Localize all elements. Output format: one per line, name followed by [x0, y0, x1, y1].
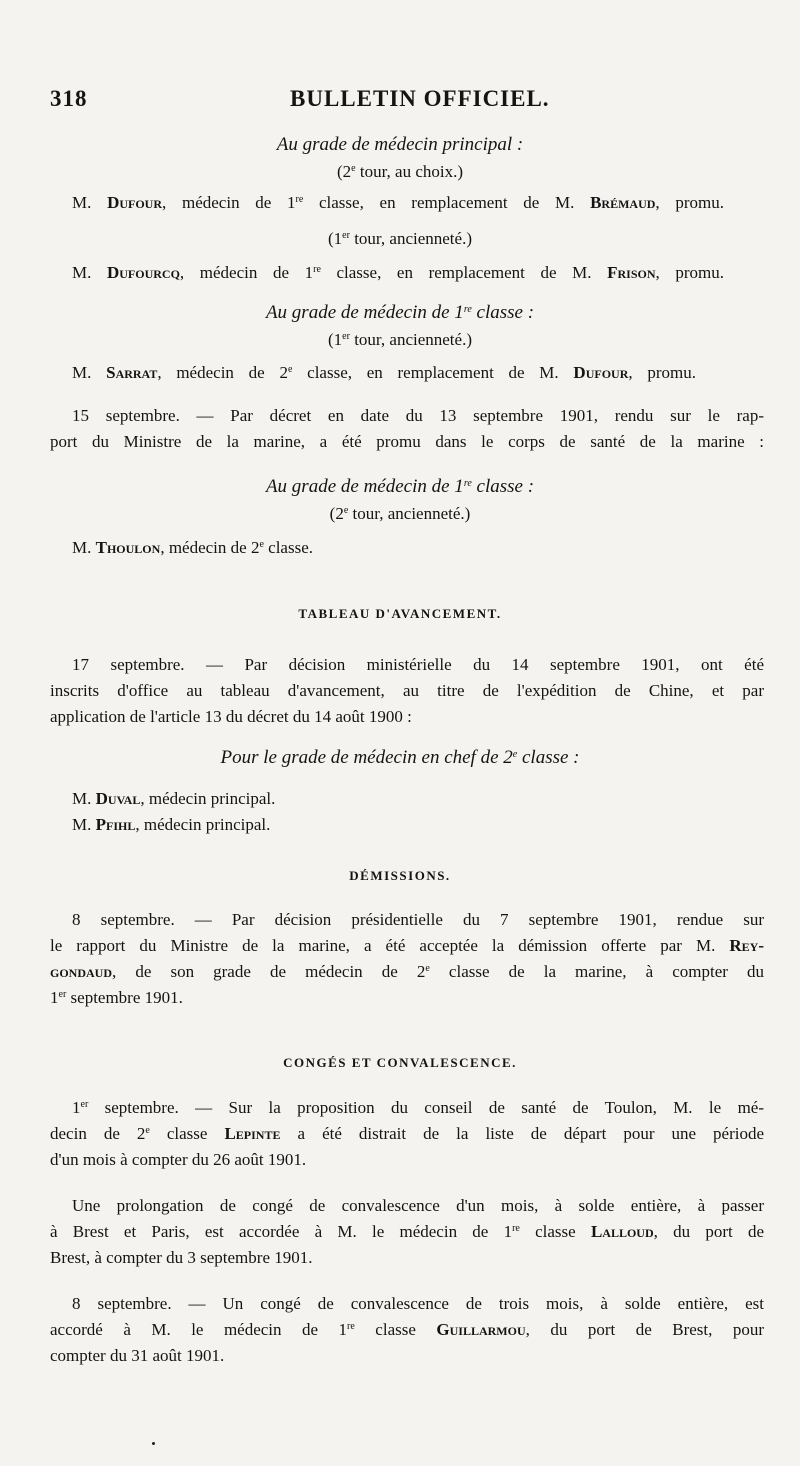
page-number: 318: [50, 86, 88, 111]
para-8-septembre-line3: gondaud, de son grade de médecin de 2e classe de la marine, à compter du: [50, 962, 764, 981]
para-8-septembre-line4: 1er septembre 1901.: [50, 988, 183, 1007]
para-17-septembre-line3: application de l'article 13 du décret du 14 août 1900 :: [50, 707, 412, 726]
para-1er-septembre-line3: d'un mois à compter du 26 août 1901.: [50, 1150, 307, 1169]
para-prolongation-line2: à Brest et Paris, est accordée à M. le médecin de 1re classe Lalloud, du port de: [50, 1222, 765, 1241]
para-15-septembre-line1: 15 septembre. — Par décret en date du 13 septembre 1901, rendu sur le rap-: [72, 406, 764, 425]
subheading-tour-anciennete-2: (1er tour, ancienneté.): [328, 330, 472, 349]
para-prolongation-line1: Une prolongation de congé de convalescence d'un mois, à solde entière, à passer: [72, 1196, 764, 1215]
para-8-septembre-conge-line2: accordé à M. le médecin de 1re classe Guillarmou, du port de Brest, pour: [50, 1320, 765, 1339]
ink-speck: [152, 1442, 155, 1445]
subheading-tour-anciennete-1: (1er tour, ancienneté.): [328, 229, 472, 248]
heading-medecin-en-chef: Pour le grade de médecin en chef de 2e classe :: [220, 747, 580, 768]
line-thoulon: M. Thoulon, médecin de 2e classe.: [72, 538, 313, 557]
heading-medecin-principal: Au grade de médecin principal :: [276, 134, 524, 155]
heading-medecin-1re-classe-2: Au grade de médecin de 1re classe :: [265, 476, 535, 497]
section-tableau-avancement: TABLEAU D'AVANCEMENT.: [298, 606, 502, 621]
line-sarrat: M. Sarrat, médecin de 2e classe, en remplacement de M. Dufour, promu.: [72, 363, 696, 382]
para-1er-septembre-line2: decin de 2e classe Lepinte a été distrait de la liste de départ pour une période: [50, 1124, 765, 1143]
para-prolongation-line3: Brest, à compter du 3 septembre 1901.: [50, 1248, 313, 1267]
para-8-septembre-conge-line3: compter du 31 août 1901.: [50, 1346, 225, 1365]
para-17-septembre-line1: 17 septembre. — Par décision ministérielle du 14 septembre 1901, ont été: [72, 655, 764, 674]
line-duval: M. Duval, médecin principal.: [72, 789, 276, 808]
para-8-septembre-conge-line1: 8 septembre. — Un congé de convalescence de trois mois, à solde entière, est: [72, 1294, 764, 1313]
para-8-septembre-line1: 8 septembre. — Par décision présidentielle du 7 septembre 1901, rendue sur: [72, 910, 764, 929]
para-1er-septembre-line1: 1er septembre. — Sur la proposition du conseil de santé de Toulon, M. le mé-: [72, 1098, 764, 1117]
subheading-tour-anciennete-3: (2e tour, ancienneté.): [329, 504, 471, 523]
para-15-septembre-line2: port du Ministre de la marine, a été promu dans le corps de santé de la marine :: [50, 432, 764, 451]
line-dufour: M. Dufour, médecin de 1re classe, en remplacement de M. Brémaud, promu.: [72, 193, 725, 212]
para-8-septembre-line2: le rapport du Ministre de la marine, a été acceptée la démission offerte par M. Rey-: [50, 936, 764, 955]
heading-medecin-1re-classe: Au grade de médecin de 1re classe :: [265, 302, 535, 323]
section-conges-convalescence: CONGÉS ET CONVALESCENCE.: [283, 1055, 517, 1070]
subheading-tour-choix: (2e tour, au choix.): [336, 162, 464, 181]
running-title: BULLETIN OFFICIEL.: [290, 86, 550, 111]
section-demissions: DÉMISSIONS.: [349, 868, 451, 883]
line-pfihl: M. Pfihl, médecin principal.: [72, 815, 271, 834]
line-dufourcq: M. Dufourcq, médecin de 1re classe, en remplacement de M. Frison, promu.: [72, 263, 724, 282]
para-17-septembre-line2: inscrits d'office au tableau d'avancement, au titre de l'expédition de Chine, et par: [50, 681, 764, 700]
